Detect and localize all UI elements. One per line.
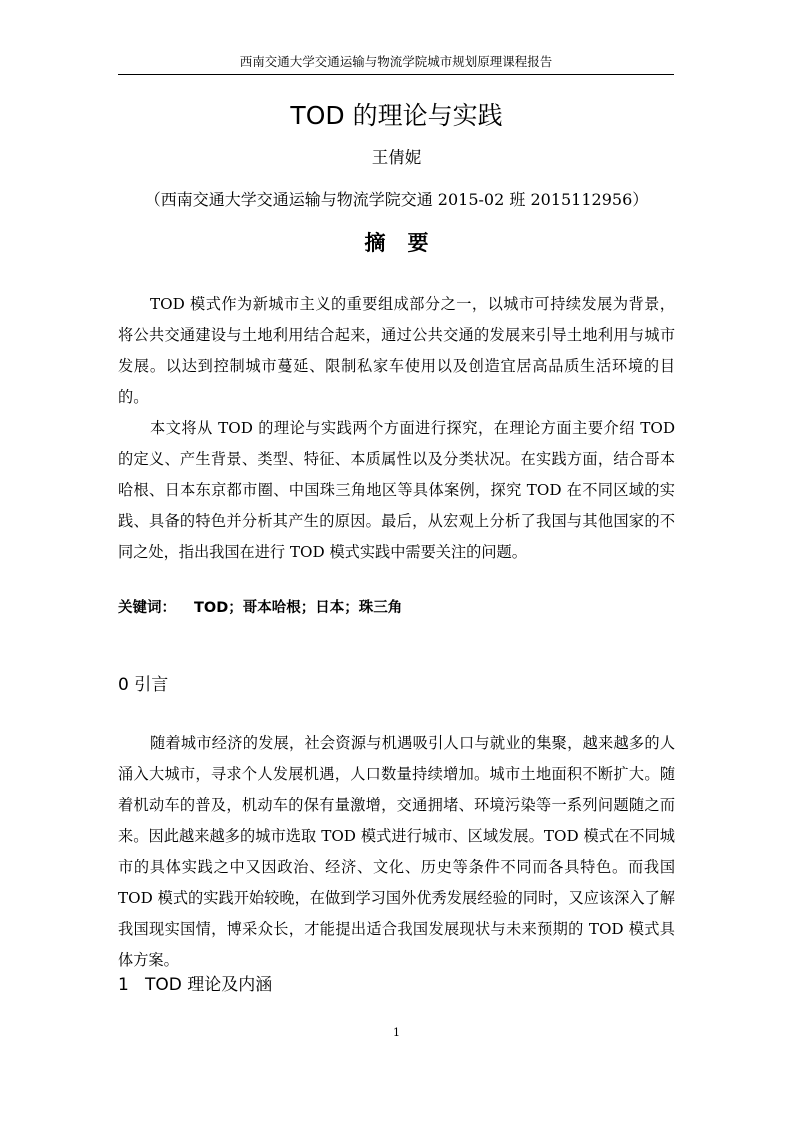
abstract-heading: 摘要 (364, 230, 451, 255)
author-affiliation: （西南交通大学交通运输与物流学院交通 2015-02 班 2015112956） (144, 190, 649, 209)
paper-title: TOD 的理论与实践 (290, 101, 503, 130)
abstract-paragraph-2: 本文将从 TOD 的理论与实践两个方面进行探究，在理论方面主要介绍 TOD 的定义、产生背景、类型、特征、本质属性以及分类状况。在实践方面，结合哥本哈根、日本东京都市圈、中国珠三角地区等具体案例，探究 TOD 在不同区域的实践、具备的特色并分析其产生的原因。最后，从宏观上分析了我国与其他国家的不同之处，指出我国在进行 TOD 模式实践中需要关注的问题。 (118, 419, 675, 561)
page-number: 1 (393, 1026, 400, 1039)
section-heading-introduction: 0 引言 (118, 675, 169, 695)
running-header: 西南交通大学交通运输与物流学院城市规划原理课程报告 (118, 54, 674, 75)
section-heading-tod-theory: 1 TOD 理论及内涵 (118, 975, 273, 995)
keywords-line (118, 596, 675, 620)
introduction-paragraph: 随着城市经济的发展，社会资源与机遇吸引人口与就业的集聚，越来越多的人涌入大城市，寻求个人发展机遇，人口数量持续增加。城市土地面积不断扩大。随着机动车的普及，机动车的保有量激增，交通拥堵、环境污染等一系列问题随之而来。因此越来越多的城市选取 TOD 模式进行城市、区域发展。TOD 模式在不同城市的具体实践之中又因政治、经济、文化、历史等条件不同而各具特色。而我国 TOD 模式的实践开始较晚，在做到学习国外优秀发展经验的同时，又应该深入了解我国现实国情，博采众长，才能提出适合我国发展现状与未来预期的 TOD 模式具体方案。 (118, 734, 675, 969)
keywords-label: 关键词： (118, 600, 176, 616)
abstract-paragraph-1: TOD 模式作为新城市主义的重要组成部分之一，以城市可持续发展为背景，将公共交通建设与土地利用结合起来，通过公共交通的发展来引导土地利用与城市发展。以达到控制城市蔓延、限制私家车使用以及创造宜居高品质生活环境的目的。 (118, 295, 675, 406)
author-name: 王倩妮 (371, 148, 422, 167)
keywords-text: TOD；哥本哈根；日本；珠三角 (194, 600, 403, 616)
